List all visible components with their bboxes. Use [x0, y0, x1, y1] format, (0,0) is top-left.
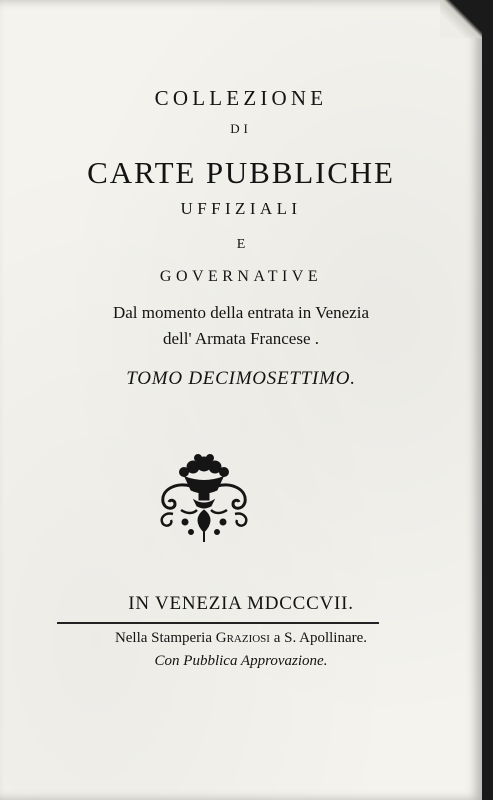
subtitle-dal-momento: Dal momento della entrata in Venezia	[112, 303, 369, 322]
printer-prefix: Nella Stamperia	[114, 630, 212, 646]
title-di: DI	[230, 121, 252, 136]
printer-name: Graziosi	[215, 630, 270, 646]
title-collezione: COLLEZIONE	[154, 86, 328, 110]
imprint-place-year: IN VENEZIA MDCCCVII.	[128, 593, 354, 614]
printer-suffix: a S. Apollinare.	[273, 630, 368, 646]
floral-vase-ornament-icon	[151, 452, 257, 544]
imprint-rule	[57, 622, 379, 624]
imprint-printer	[0, 630, 482, 647]
title-uffiziali: UFFIZIALI	[180, 199, 302, 218]
page-corner-curl	[440, 0, 482, 38]
volume-number: TOMO DECIMOSETTIMO.	[126, 368, 356, 389]
title-e: E	[236, 237, 246, 252]
title-governative: GOVERNATIVE	[159, 268, 323, 285]
subtitle-armata-francese: dell' Armata Francese .	[162, 329, 319, 348]
imprint-approval: Con Pubblica Approvazione.	[154, 653, 328, 669]
title-carte-pubbliche: CARTE PUBBLICHE	[87, 155, 395, 190]
